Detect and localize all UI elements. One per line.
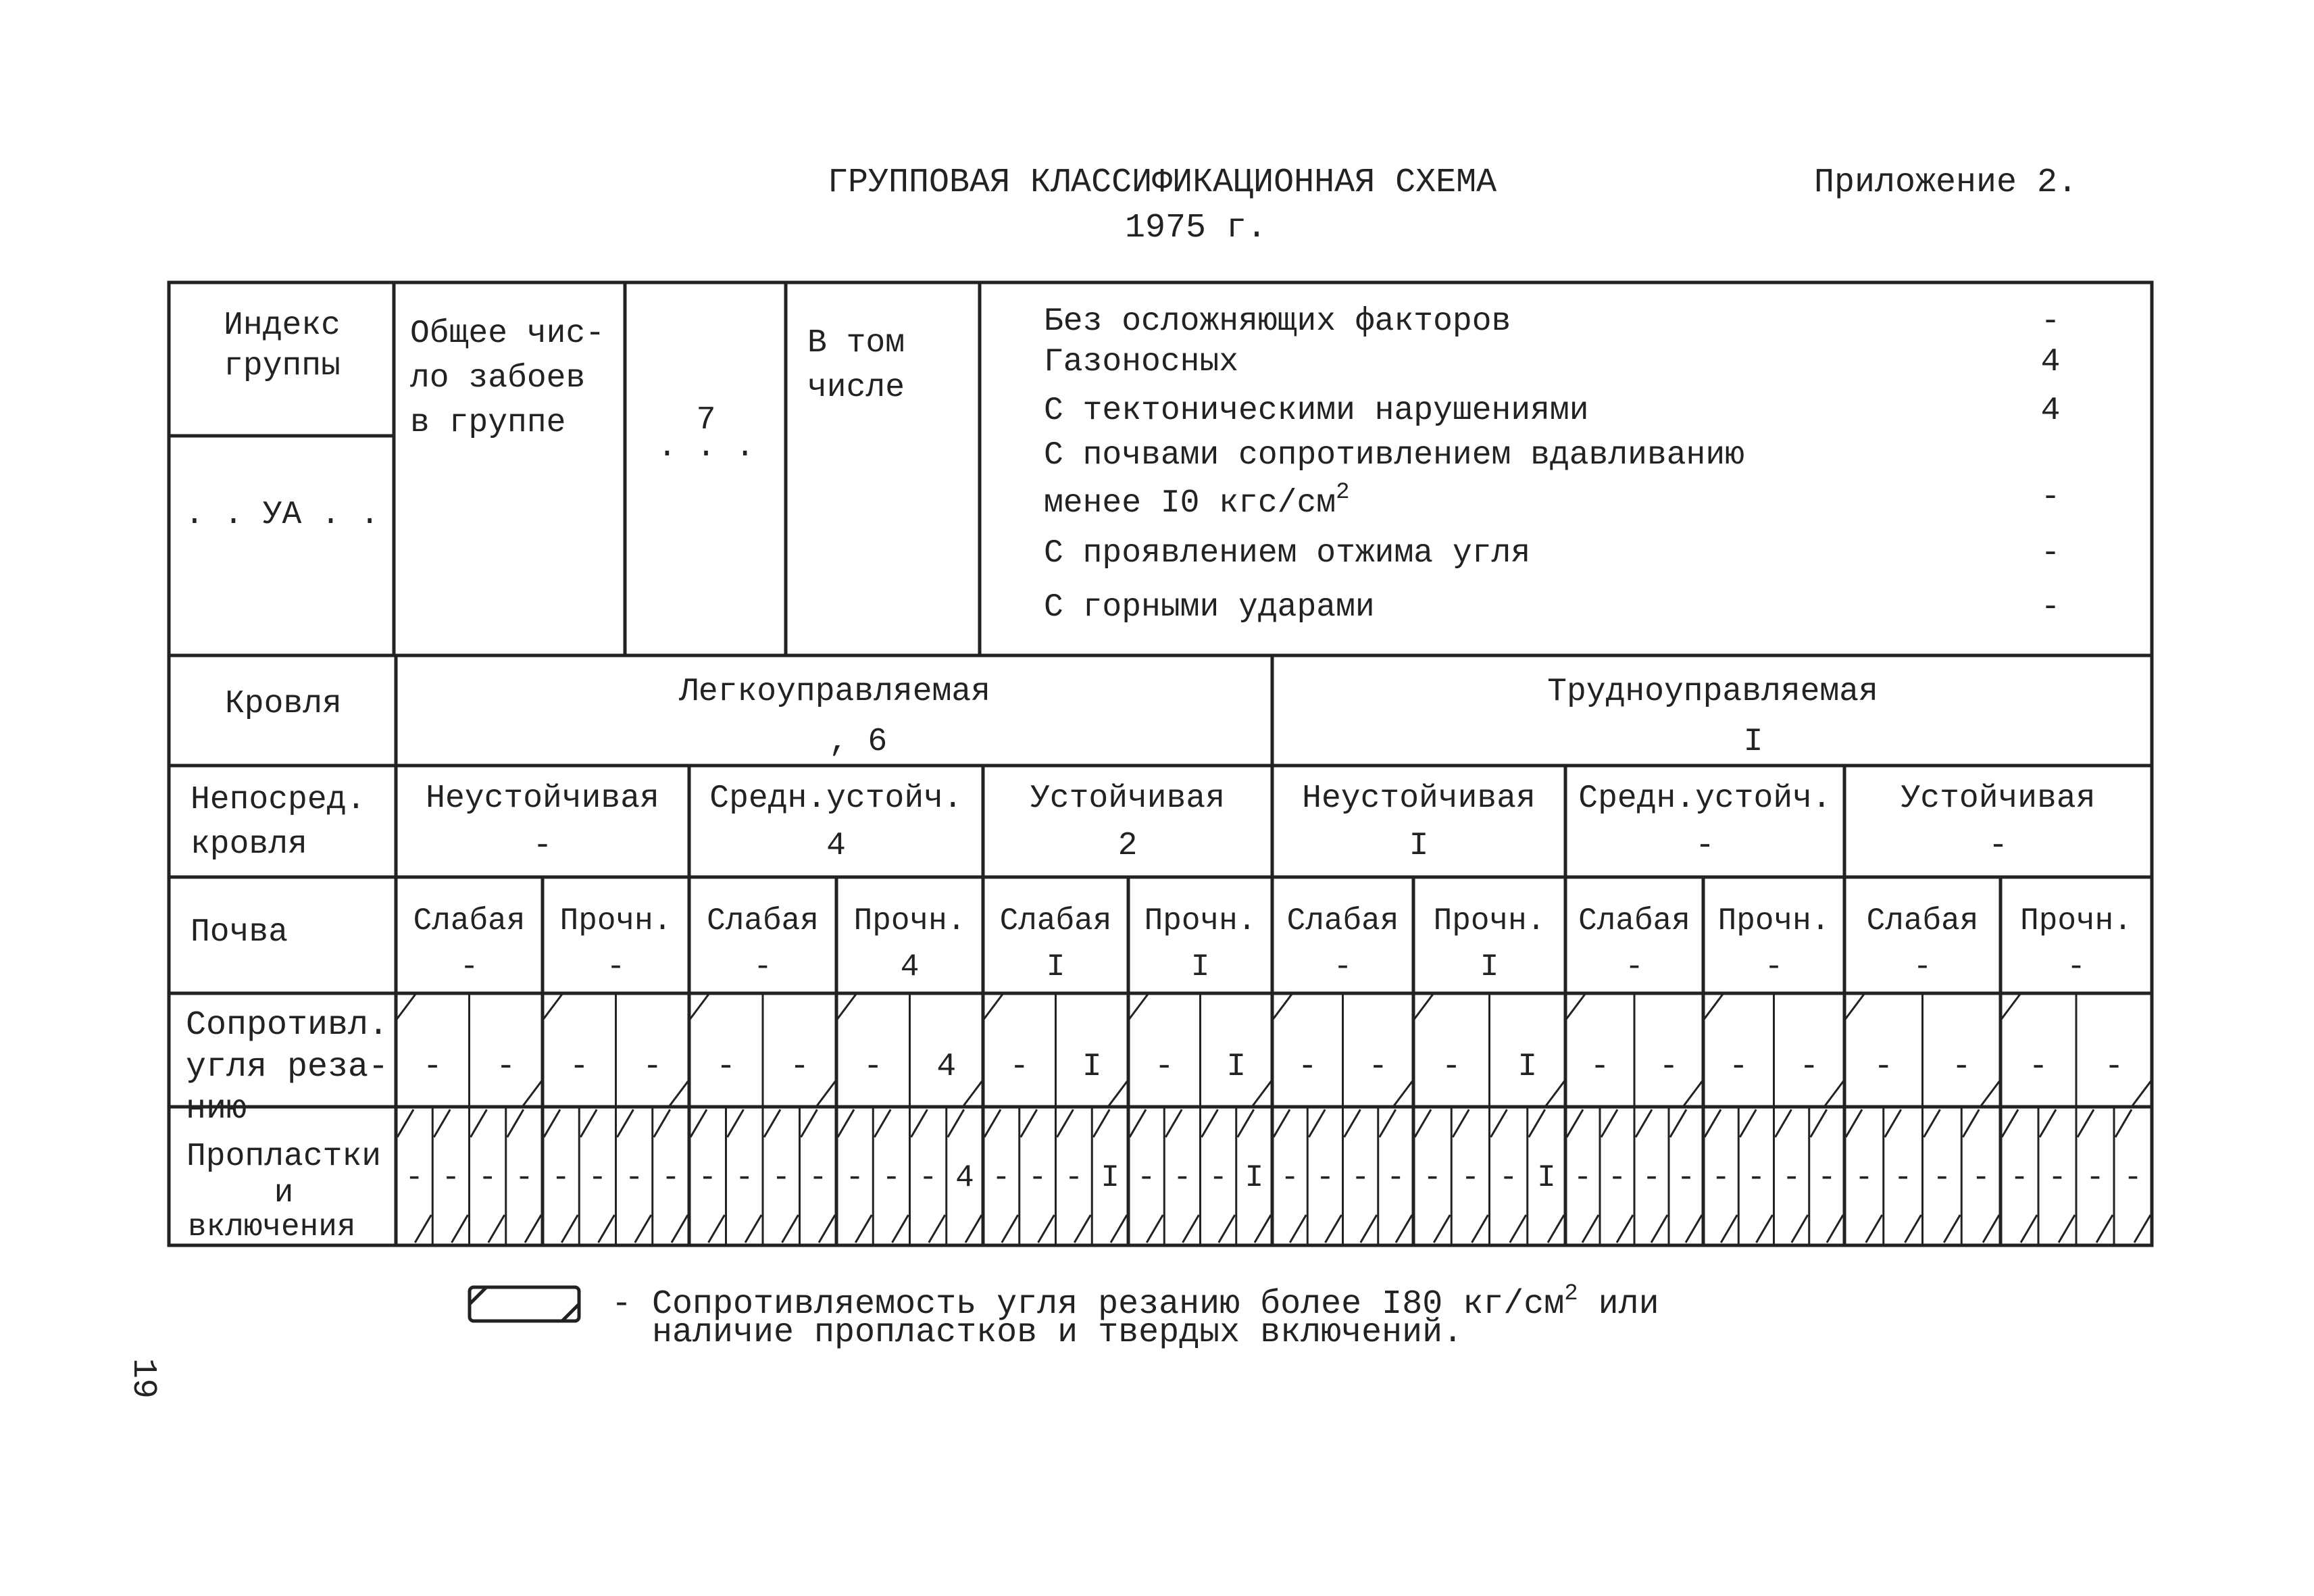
soil-type: Слабая [1286,903,1399,939]
total-label-1: Общее чис- [410,316,605,352]
legend-line-2: наличие пропластков и твердых включений. [652,1314,1463,1352]
immediate-roof-value: - [532,828,553,864]
roof-label: Кровля [225,686,342,722]
interlayer-value: - [2086,1160,2105,1195]
soil-type: Слабая [1578,903,1690,939]
interlayer-value: - [1817,1160,1836,1195]
interlayer-value: - [808,1160,828,1195]
factor-label: С горными ударами [1044,589,1375,626]
interlayers-label-3: включения [188,1210,356,1245]
interlayers-label-2: и [274,1175,294,1212]
interlayer-value: - [1351,1160,1370,1195]
resistance-value: - [1728,1049,1749,1085]
interlayer-value: - [405,1160,424,1195]
resistance-value: - [863,1049,883,1085]
interlayer-value: - [882,1160,901,1195]
interlayer-value: - [478,1160,497,1195]
resistance-value: - [790,1049,809,1085]
interlayer-value: - [1971,1160,1990,1195]
interlayer-value: - [1676,1160,1696,1195]
interlayer-value: - [441,1160,461,1195]
immediate-roof-value: 2 [1117,828,1138,864]
group-index-value: . . УА . . [184,497,380,533]
interlayer-value: - [624,1160,644,1195]
roof-easy-name: Легкоуправляемая [679,674,990,710]
interlayer-value: - [1932,1160,1952,1195]
soil-value: - [1625,949,1644,984]
resistance-value: 4 [936,1049,957,1085]
resistance-value: - [1659,1049,1679,1085]
factor-value: - [2040,303,2061,340]
legend-box-icon [470,1287,579,1321]
immediate-roof-value: 4 [826,828,846,864]
interlayer-value: - [1893,1160,1913,1195]
interlayer-value: I [1101,1160,1120,1195]
legend-line-1: - Сопротивляемость угля резанию более I80 $кг/см^2$ или [611,1281,1659,1324]
soil-type: Прочн. [559,903,672,939]
page-number: 19 [124,1358,162,1399]
resistance-value: - [1154,1049,1174,1085]
interlayer-value: - [1782,1160,1801,1195]
soil-type: Прочн. [1144,903,1257,939]
resistance-label-2: угля реза- [186,1048,389,1087]
total-value: 7 [696,402,716,439]
roof-easy-value: , 6 [828,724,888,760]
factor-value: - [2040,479,2061,516]
incl-label-1: В том [807,325,905,361]
immediate-roof-type: Устойчивая [1901,780,2096,817]
interlayer-value: - [551,1160,570,1195]
immediate-roof-value: - [1988,828,2008,864]
resistance-value: - [1368,1049,1388,1085]
factor-label: менее I0 кгс/$см^2$ [1044,480,1350,522]
total-dots: . . . [657,429,755,466]
interlayer-value: - [734,1160,754,1195]
soil-type: Слабая [999,903,1112,939]
interlayer-value: - [1607,1160,1627,1195]
interlayer-value: I [1244,1160,1264,1195]
immediate-label-1: Непосред. [191,782,366,818]
soil-value: - [459,949,479,984]
soil-type: Слабая [1866,903,1979,939]
interlayer-value: 4 [955,1160,974,1195]
document-year: 1975 г. [1125,209,1267,247]
interlayer-value: - [918,1160,938,1195]
resistance-value: - [643,1049,663,1085]
soil-type: Слабая [707,903,819,939]
roof-hard-name: Трудноуправляемая [1547,674,1878,710]
interlayer-value: - [1136,1160,1156,1195]
interlayer-value: - [1461,1160,1480,1195]
document-title: ГРУППОВАЯ КЛАССИФИКАЦИОННАЯ СХЕМА [828,164,1497,202]
factor-label: Без осложняющих факторов [1044,303,1511,340]
resistance-value: - [1951,1049,1971,1085]
immediate-roof-type: Неустойчивая [1302,780,1536,817]
factor-label: С проявлением отжима угля [1044,535,1531,572]
resistance-value: I [1226,1049,1247,1085]
resistance-value: - [569,1049,589,1085]
factor-value: - [2040,535,2061,572]
soil-value: I [1190,949,1210,984]
soil-value: - [2067,949,2086,984]
resistance-value: - [2104,1049,2124,1085]
resistance-value: - [1873,1049,1894,1085]
immediate-roof-value: - [1695,828,1715,864]
interlayer-value: - [2048,1160,2067,1195]
index-label-1: Индекс [224,307,341,344]
appendix-label: Приложение 2. [1814,164,2078,202]
immediate-label-2: кровля [191,826,307,863]
soil-value: - [1333,949,1353,984]
immediate-roof-type: Средн.устойч. [709,780,963,817]
resistance-value: - [1441,1049,1461,1085]
immediate-roof-type: Средн.устойч. [1578,780,1832,817]
interlayer-value: - [772,1160,791,1195]
interlayer-value: - [1386,1160,1405,1195]
soil-value: - [1764,949,1784,984]
resistance-label-3: нию [186,1090,247,1128]
factor-label: С тектоническими нарушениями [1044,393,1589,429]
interlayer-value: - [1280,1160,1299,1195]
interlayer-value: - [515,1160,534,1195]
resistance-value: - [422,1049,443,1085]
interlayers-label-1: Пропластки [186,1139,382,1175]
immediate-roof-type: Устойчивая [1030,780,1226,817]
soil-value: 4 [900,949,920,984]
soil-value: I [1480,949,1499,984]
interlayer-value: - [1573,1160,1592,1195]
soil-type: Прочн. [853,903,966,939]
resistance-value: - [1799,1049,1819,1085]
soil-type: Прочн. [1717,903,1830,939]
roof-hard-value: I [1743,724,1763,760]
soil-type: Слабая [413,903,526,939]
total-label-3: в группе [410,405,566,441]
interlayer-value: - [588,1160,607,1195]
soil-value: - [606,949,626,984]
interlayer-value: - [2123,1160,2142,1195]
soil-type: Прочн. [2020,903,2132,939]
interlayer-value: - [1209,1160,1228,1195]
immediate-roof-type: Неустойчивая [426,780,659,817]
resistance-value: - [1590,1049,1610,1085]
factor-value: 4 [2040,344,2061,380]
resistance-value: - [2028,1049,2048,1085]
interlayer-value: - [1315,1160,1335,1195]
soil-value: - [753,949,772,984]
incl-label-2: числе [807,370,905,406]
interlayer-value: - [1855,1160,1873,1195]
total-label-2: ло забоев [410,360,586,397]
interlayer-value: - [845,1160,864,1195]
interlayer-value: - [1423,1160,1442,1195]
index-label-2: группы [224,348,341,384]
interlayer-value: - [1642,1160,1661,1195]
soil-label: Почва [191,914,288,951]
soil-value: I [1046,949,1065,984]
interlayer-value: - [1028,1160,1047,1195]
interlayer-value: - [1711,1160,1730,1195]
factor-value: 4 [2040,393,2061,429]
interlayer-value: - [1064,1160,1084,1195]
factor-label: С почвами сопротивлением вдавливанию [1044,437,1744,474]
soil-type: Прочн. [1433,903,1546,939]
factor-label: Газоносных [1044,344,1239,380]
resistance-value: - [1009,1049,1030,1085]
interlayer-value: - [992,1160,1011,1195]
resistance-value: - [716,1049,736,1085]
soil-value: - [1913,949,1932,984]
interlayer-value: - [698,1160,718,1195]
resistance-value: I [1082,1049,1102,1085]
interlayer-value: - [1499,1160,1518,1195]
interlayer-value: I [1537,1160,1556,1195]
interlayer-value: - [1746,1160,1766,1195]
interlayer-value: - [661,1160,680,1195]
resistance-value: - [1297,1049,1317,1085]
resistance-label-1: Сопротивл. [186,1006,389,1045]
resistance-value: I [1517,1049,1538,1085]
immediate-roof-value: I [1409,828,1429,864]
resistance-value: - [496,1049,516,1085]
interlayer-value: - [2010,1160,2029,1195]
interlayer-value: - [1173,1160,1192,1195]
factor-value: - [2040,589,2061,626]
